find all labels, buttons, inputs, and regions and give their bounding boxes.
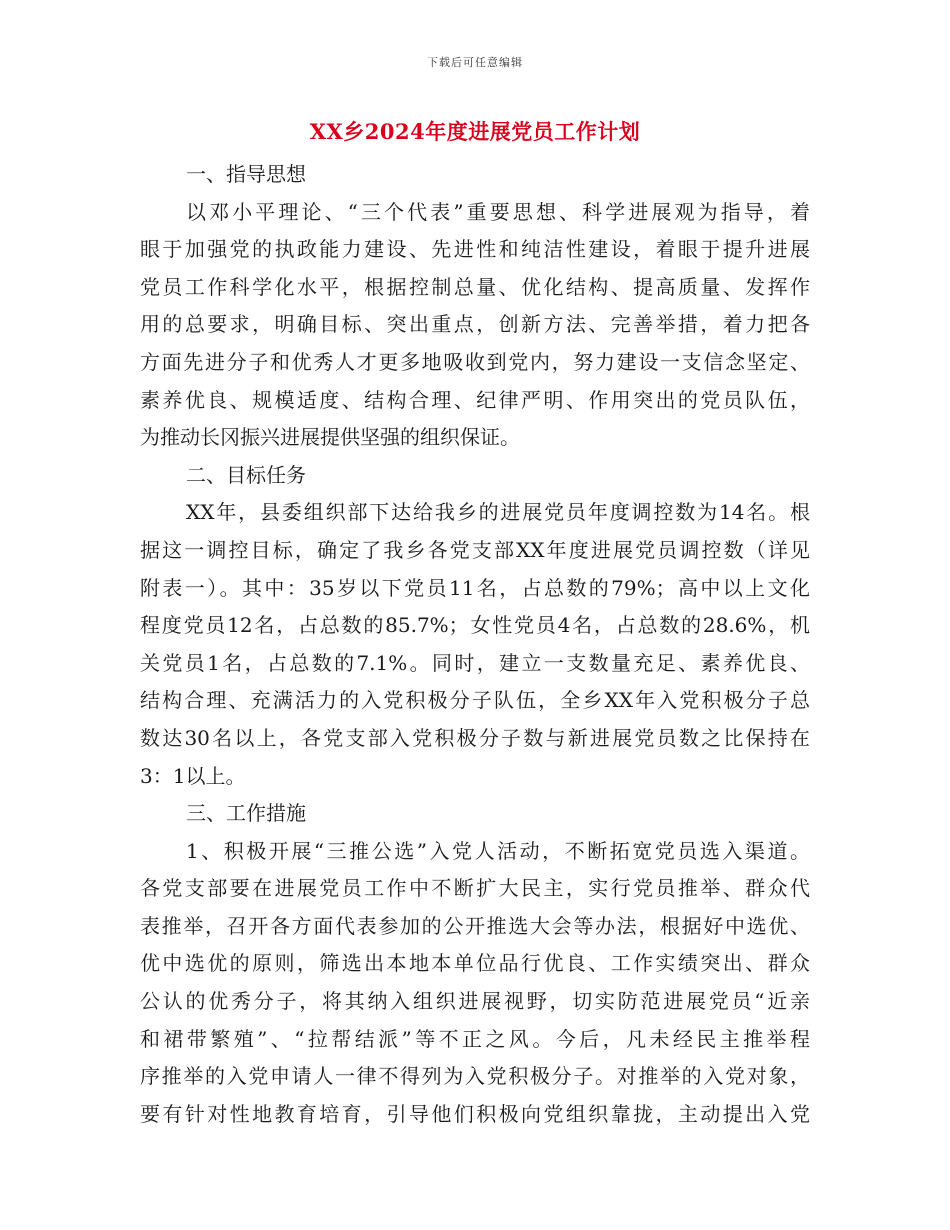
paragraph-line: 数达30名以上，各党支部入党积极分子数与新进展党员数之比保持在 <box>140 725 810 750</box>
paragraph-line: 表推举，召开各方面代表参加的公开推选大会等办法，根据好中选优、 <box>140 913 810 938</box>
paragraph-line: 据这一调控目标，确定了我乡各党支部XX年度进展党员调控数（详见 <box>140 537 810 562</box>
paragraph-line: XX年，县委组织部下达给我乡的进展党员年度调控数为14名。根 <box>186 500 810 525</box>
paragraph-line: 要有针对性地教育培育，引导他们积极向党组织靠拢，主动提出入党 <box>140 1101 810 1126</box>
paragraph-line: 以邓小平理论、“三个代表”重要思想、科学进展观为指导，着 <box>186 199 810 224</box>
paragraph-line: 党员工作科学化水平，根据控制总量、优化结构、提高质量、发挥作 <box>140 274 810 299</box>
paragraph-line: 关党员1名，占总数的7.1%。同时，建立一支数量充足、素养优良、 <box>140 650 810 675</box>
paragraph-line: 结构合理、充满活力的入党积极分子队伍，全乡XX年入党积极分子总 <box>140 688 810 713</box>
header-note: 下载后可任意编辑 <box>427 56 523 69</box>
paragraph-line: 各党支部要在进展党员工作中不断扩大民主，实行党员推举、群众代 <box>140 876 810 901</box>
section-heading: 一、指导思想 <box>186 162 306 186</box>
paragraph-line: 公认的优秀分子，将其纳入组织进展视野，切实防范进展党员“近亲 <box>140 989 810 1014</box>
document-title: XX乡2024年度进展党员工作计划 <box>309 119 641 144</box>
paragraph-line: 方面先进分子和优秀人才更多地吸收到党内，努力建设一支信念坚定、 <box>140 349 810 374</box>
section-heading: 三、工作措施 <box>186 801 306 826</box>
document-body <box>140 156 810 1133</box>
paragraph-line: 序推举的入党申请人一律不得列为入党积极分子。对推举的入党对象， <box>140 1064 810 1089</box>
paragraph-line: 用的总要求，明确目标、突出重点，创新方法、完善举措，着力把各 <box>140 312 810 337</box>
paragraph-line: 优中选优的原则，筛选出本地本单位品行优良、工作实绩突出、群众 <box>140 951 810 976</box>
paragraph-line: 程度党员12名，占总数的85.7%；女性党员4名，占总数的28.6%，机 <box>140 613 810 638</box>
paragraph-line: 附表一）。其中：35岁以下党员11名，占总数的79%；高中以上文化 <box>140 575 810 600</box>
paragraph-line: 3：1以上。 <box>140 763 246 788</box>
paragraph-line: 眼于加强党的执政能力建设、先进性和纯洁性建设，着眼于提升进展 <box>140 237 810 262</box>
paragraph-line: 素养优良、规模适度、结构合理、纪律严明、作用突出的党员队伍， <box>140 387 810 412</box>
paragraph-line: 和裙带繁殖”、“拉帮结派”等不正之风。今后，凡未经民主推举程 <box>140 1026 810 1051</box>
section-heading: 二、目标任务 <box>186 462 306 487</box>
paragraph-line: 1、积极开展“三推公选”入党人活动，不断拓宽党员选入渠道。 <box>186 838 810 863</box>
paragraph-line: 为推动长冈振兴进展提供坚强的组织保证。 <box>140 425 520 450</box>
